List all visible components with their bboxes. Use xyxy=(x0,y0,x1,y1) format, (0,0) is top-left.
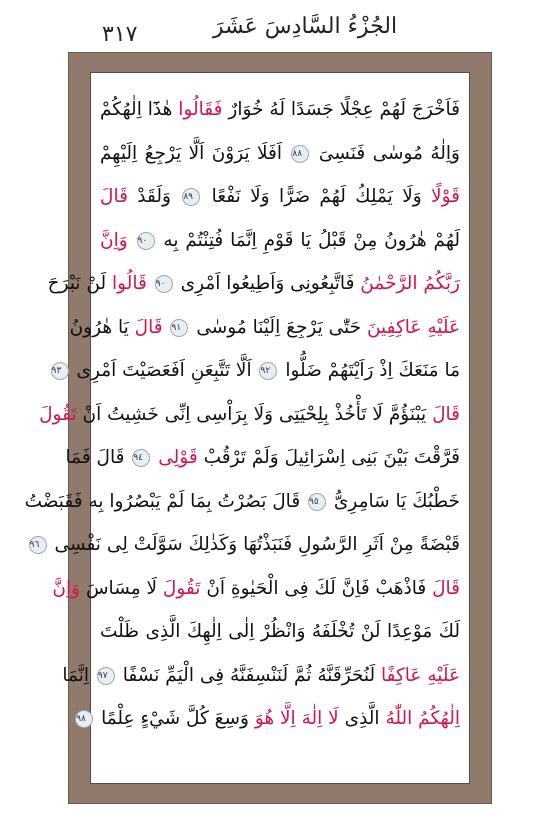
highlighted-text-segment: تَقُولَ xyxy=(162,577,201,599)
text-segment: قَالَ فَمَا xyxy=(65,447,131,468)
text-segment: لَنْ نَبْرَحَ xyxy=(47,273,113,294)
text-segment: هٰذَٓا اِلٰهُكُمْ xyxy=(100,99,179,120)
text-segment: حَتّٰى يَرْجِعَ اِلَيْنَا مُوسٰى xyxy=(190,316,367,338)
text-segment: فَاَخْرَجَ لَهُمْ عِجْلًا جَسَدًا لَهُ خُوَارٌ xyxy=(222,99,460,120)
quran-text-area xyxy=(24,88,460,741)
highlighted-text-segment: قَالَ xyxy=(432,403,460,425)
ayah-number-marker: ٩٨ xyxy=(75,710,93,728)
juz-title: الجُزْءُ السَّادِسَ عَشَرَ xyxy=(212,14,398,39)
text-line xyxy=(29,523,460,567)
text-line xyxy=(100,610,460,654)
ayah-number-marker: ٩١ xyxy=(170,319,188,337)
text-segment: لَنُحَرِّقَنَّهُ ثُمَّ لَنَنْسِفَنَّهُ فِى الْيَمِّ نَسْفًا xyxy=(116,664,381,686)
text-segment: لَكَ مَوْعِدًا لَنْ تُخْلَفَهُ وَانْظُرْ اِلٰى اِلٰهِكَ الَّذِى ظَلْتَ xyxy=(100,621,460,642)
text-segment: الَّذِى xyxy=(338,708,386,729)
ayah-number-marker: ٩٢ xyxy=(259,362,277,380)
highlighted-text-segment: فَقَالُوا xyxy=(178,99,223,120)
highlighted-text-segment: وَاِنَّ xyxy=(100,229,135,251)
text-segment: فَاذْهَبْ فَاِنَّ لَكَ فِى الْحَيٰوةِ اَنْ xyxy=(200,577,433,599)
text-segment: لَا مِسَاسَ xyxy=(80,577,163,599)
page-header xyxy=(70,8,490,50)
text-segment: وَلَقَدْ xyxy=(127,186,181,207)
text-line xyxy=(76,697,460,741)
text-segment: يَا هٰرُونُ xyxy=(69,316,135,338)
highlighted-text-segment: قَالَ xyxy=(100,186,128,207)
text-segment: خَطْبُكَ يَا سَامِرِىُّ xyxy=(328,490,460,512)
ayah-number-marker: ٩٥ xyxy=(308,493,326,511)
text-line xyxy=(52,567,460,611)
text-segment: وَلَا يَمْلِكُ لَهُمْ ضَرًّا وَلَا نَفْعًا xyxy=(202,186,432,207)
text-segment: مَا مَنَعَكَ اِذْ رَاَيْتَهُمْ ضَلُّوا xyxy=(279,360,460,381)
text-segment: وَسِعَ كُلَّ شَيْءٍ عِلْمًا xyxy=(95,708,255,729)
highlighted-text-segment: قَوْلًا xyxy=(431,186,460,207)
text-segment: قَالَ بَصُرْتُ بِمَا لَمْ يَبْصُرُوا بِه فَقَبَضْتُ xyxy=(24,490,307,512)
ayah-number-marker: ٩٠ xyxy=(137,232,155,250)
text-line xyxy=(100,175,460,219)
text-segment: اَلَّا تَتَّبِعَنِ اَفَعَصَيْتَ اَمْرِى xyxy=(70,360,258,381)
text-segment: اَفَلَا يَرَوْنَ اَلَّا يَرْجِعُ اِلَيْهِمْ xyxy=(100,142,290,164)
text-line xyxy=(100,88,460,132)
highlighted-text-segment: قَالُوا xyxy=(112,273,147,294)
ayah-number-marker: ٨٨ xyxy=(291,145,309,163)
text-line xyxy=(65,436,460,480)
text-segment: يَبْنَؤُمَّ لَا تَأْخُذْ بِلِحْيَتِى وَلَا بِرَاْسِى اِنِّى خَشِيتُ اَنْ xyxy=(76,403,433,425)
text-segment xyxy=(163,317,169,338)
ayah-number-marker: ٩٠ xyxy=(155,275,173,293)
ayah-number-marker: ٩٤ xyxy=(132,449,150,467)
text-line xyxy=(24,480,460,524)
text-line xyxy=(39,393,460,437)
ayah-number-marker: ٩٧ xyxy=(97,667,115,685)
text-segment: قَبْضَةً مِنْ اَثَرِ الرَّسُولِ فَنَبَذْتُهَا وَكَذٰلِكَ سَوَّلَتْ لِى نَفْسِى xyxy=(48,534,460,555)
page-number: ٣١٧ xyxy=(102,22,138,47)
text-line xyxy=(47,262,460,306)
highlighted-text-segment: عَلَيْهِ عَاكِفِينَ xyxy=(366,316,460,338)
highlighted-text-segment: تَقُولَ xyxy=(39,403,77,425)
highlighted-text-segment: قَالَ xyxy=(432,577,460,599)
highlighted-text-segment: عَلَيْهِ عَاكِفًا xyxy=(380,664,460,686)
ayah-number-marker: ٩٣ xyxy=(51,362,69,380)
text-segment: وَاِلٰهُ مُوسٰى فَنَسِىَ xyxy=(311,142,460,164)
highlighted-text-segment: وَاِنَّ xyxy=(52,577,81,599)
ayah-number-marker: ٩٦ xyxy=(29,536,47,554)
highlighted-text-segment: قَوْلِى xyxy=(158,447,198,468)
highlighted-text-segment: لَا اِلٰهَ اِلَّا هُوَ xyxy=(254,708,339,729)
text-line xyxy=(69,306,460,350)
highlighted-text-segment: اِلٰهُكُمُ اللّٰهُ xyxy=(385,708,460,729)
text-line xyxy=(100,132,460,176)
text-segment: فَرَّقْتَ بَيْنَ بَنِى اِسْرَائِيلَ وَلَمْ تَرْقُبْ xyxy=(197,447,460,468)
highlighted-text-segment: رَبَّكُمُ الرَّحْمٰنُ xyxy=(360,273,460,294)
text-line xyxy=(62,654,460,698)
text-segment xyxy=(147,273,153,294)
text-segment: فَاتَّبِعُونِى وَاَطِيعُوا اَمْرِى xyxy=(174,273,361,294)
text-line xyxy=(100,219,460,263)
text-segment: لَهُمْ هٰرُونُ مِنْ قَبْلُ يَا قَوْمِ اِنَّمَا فُتِنْتُمْ بِه xyxy=(156,229,460,251)
text-line xyxy=(51,349,460,393)
ayah-number-marker: ٨٩ xyxy=(182,188,200,206)
text-segment: اِنَّمَا xyxy=(62,664,95,686)
highlighted-text-segment: قَالَ xyxy=(134,316,163,338)
